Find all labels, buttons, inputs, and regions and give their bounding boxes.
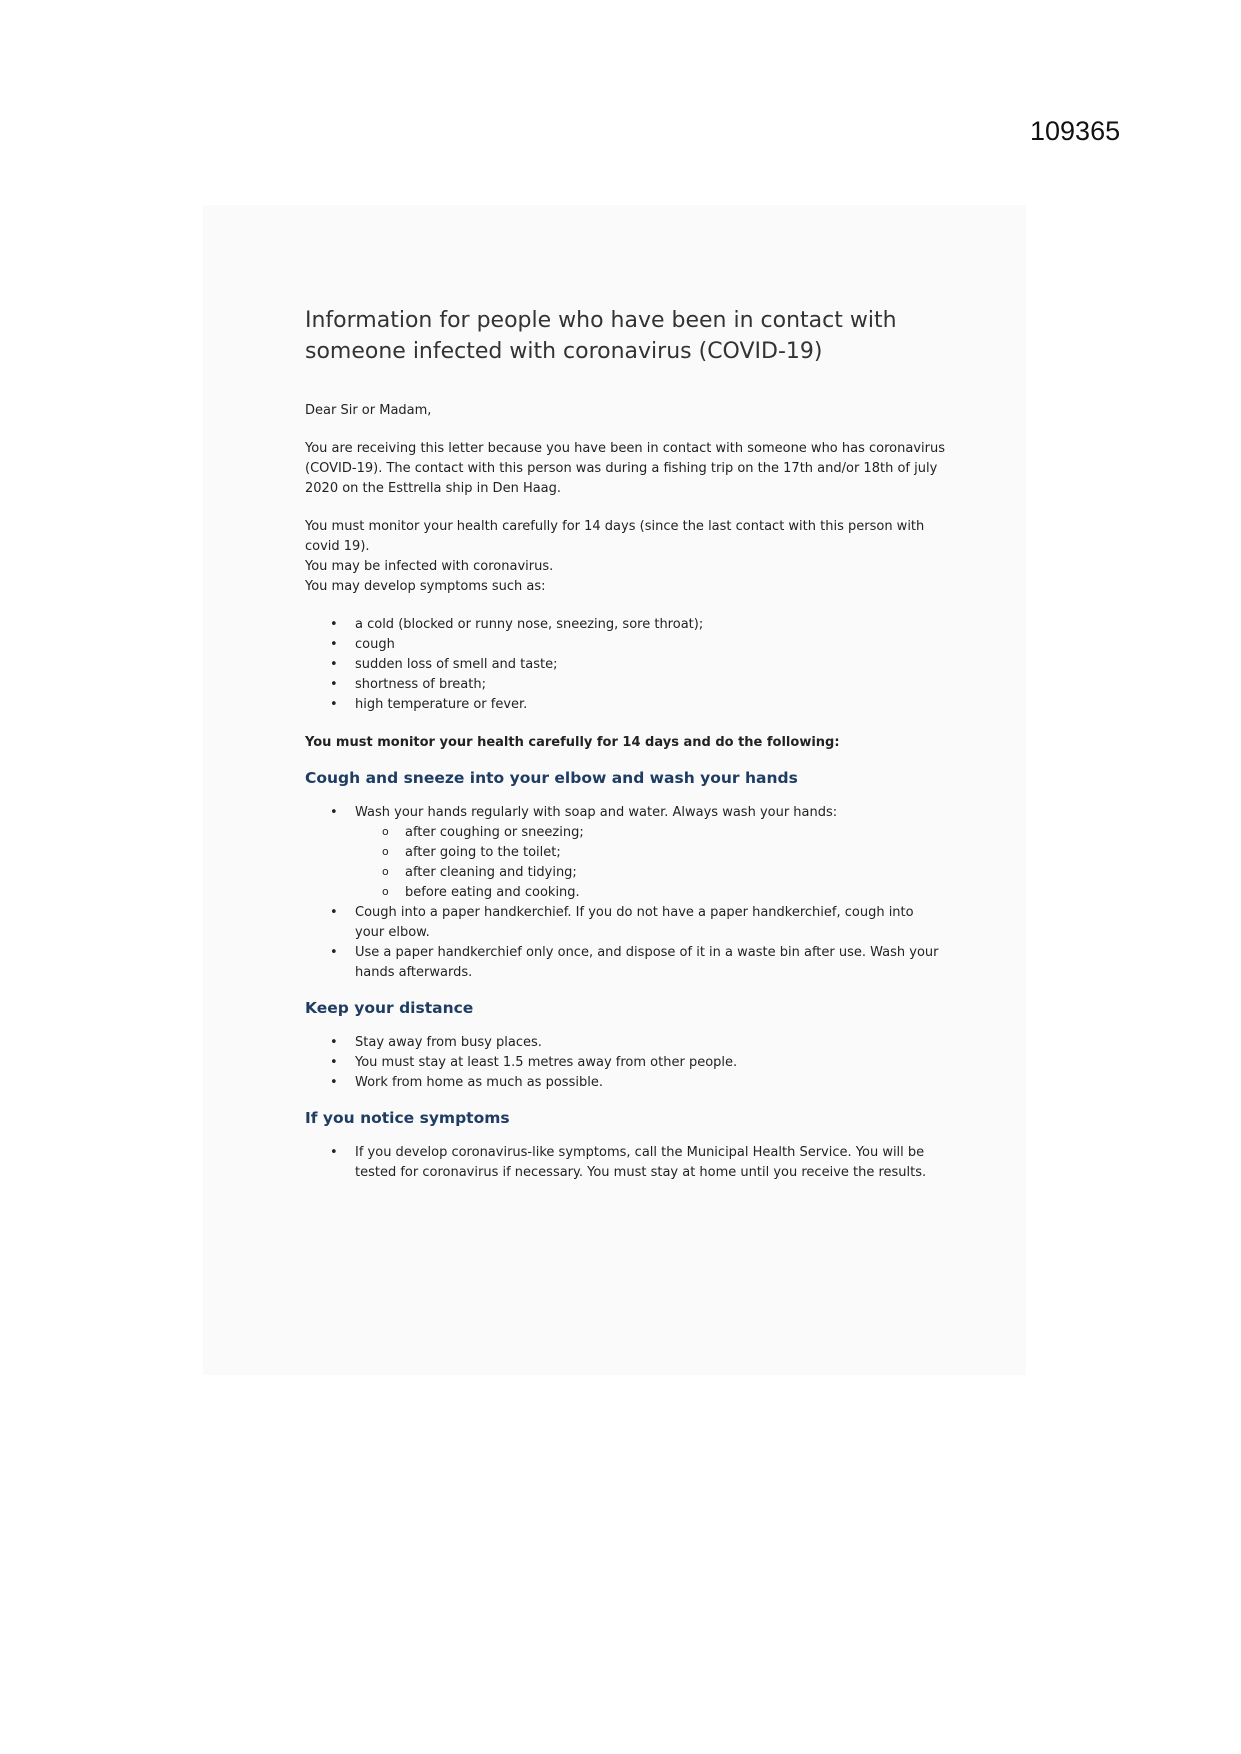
list-item: • high temperature or fever. — [355, 695, 945, 715]
list-item: • If you develop coronavirus-like symptoms, call the Municipal Health Service. You will be tested for coronavirus if necessary. You must stay at home until you receive the results. — [355, 1143, 945, 1183]
distance-list — [305, 1033, 945, 1093]
letter-content — [305, 305, 945, 1183]
hand-washing-sublist — [355, 823, 945, 903]
sub-list-item: o after going to the toilet; — [405, 843, 945, 863]
list-item: • Work from home as much as possible. — [355, 1073, 945, 1093]
instruction-bold: You must monitor your health carefully for 14 days and do the following: — [305, 735, 840, 750]
salutation: Dear Sir or Madam, — [305, 403, 432, 418]
monitor-paragraph-line-2: You may be infected with coronavirus. — [305, 559, 554, 574]
title-line-1: Information for people who have been in contact with — [305, 308, 897, 333]
list-item: • a cold (blocked or runny nose, sneezing, sore throat); — [355, 615, 945, 635]
section-heading-distance: Keep your distance — [305, 999, 474, 1017]
monitor-paragraph-line-1: You must monitor your health carefully for 14 days (since the last contact with this person with covid 19). — [305, 519, 925, 554]
symptoms-action-list — [305, 1143, 945, 1183]
list-item: • cough — [355, 635, 945, 655]
hygiene-list — [305, 803, 945, 983]
list-item: • sudden loss of smell and taste; — [355, 655, 945, 675]
hand-washing-item: Wash your hands regularly with soap and water. Always wash your hands: — [355, 805, 838, 820]
letter-title — [305, 305, 945, 367]
title-line-2: someone infected with coronavirus (COVID-19) — [305, 339, 823, 364]
list-item: • shortness of breath; — [355, 675, 945, 695]
monitor-paragraph-line-3: You may develop symptoms such as: — [305, 579, 546, 594]
section-heading-hygiene: Cough and sneeze into your elbow and wash your hands — [305, 769, 798, 787]
list-item: • You must stay at least 1.5 metres away from other people. — [355, 1053, 945, 1073]
sub-list-item: o before eating and cooking. — [405, 883, 945, 903]
document-id: 109365 — [1030, 116, 1121, 146]
sub-list-item: o after cleaning and tidying; — [405, 863, 945, 883]
symptoms-list — [305, 615, 945, 715]
list-item: • Cough into a paper handkerchief. If you do not have a paper handkerchief, cough into your elbow. — [355, 903, 945, 943]
list-item: • Use a paper handkerchief only once, and dispose of it in a waste bin after use. Wash your hands afterwards. — [355, 943, 945, 983]
intro-paragraph: You are receiving this letter because you have been in contact with someone who has coronavirus (COVID-19). The contact with this person was during a fishing trip on the 17th and/or 18th of july 2020 on the Esttrella ship in Den Haag. — [305, 441, 945, 496]
list-item: • Stay away from busy places. — [355, 1033, 945, 1053]
sub-list-item: o after coughing or sneezing; — [405, 823, 945, 843]
list-item — [355, 803, 945, 903]
section-heading-symptoms: If you notice symptoms — [305, 1109, 510, 1127]
